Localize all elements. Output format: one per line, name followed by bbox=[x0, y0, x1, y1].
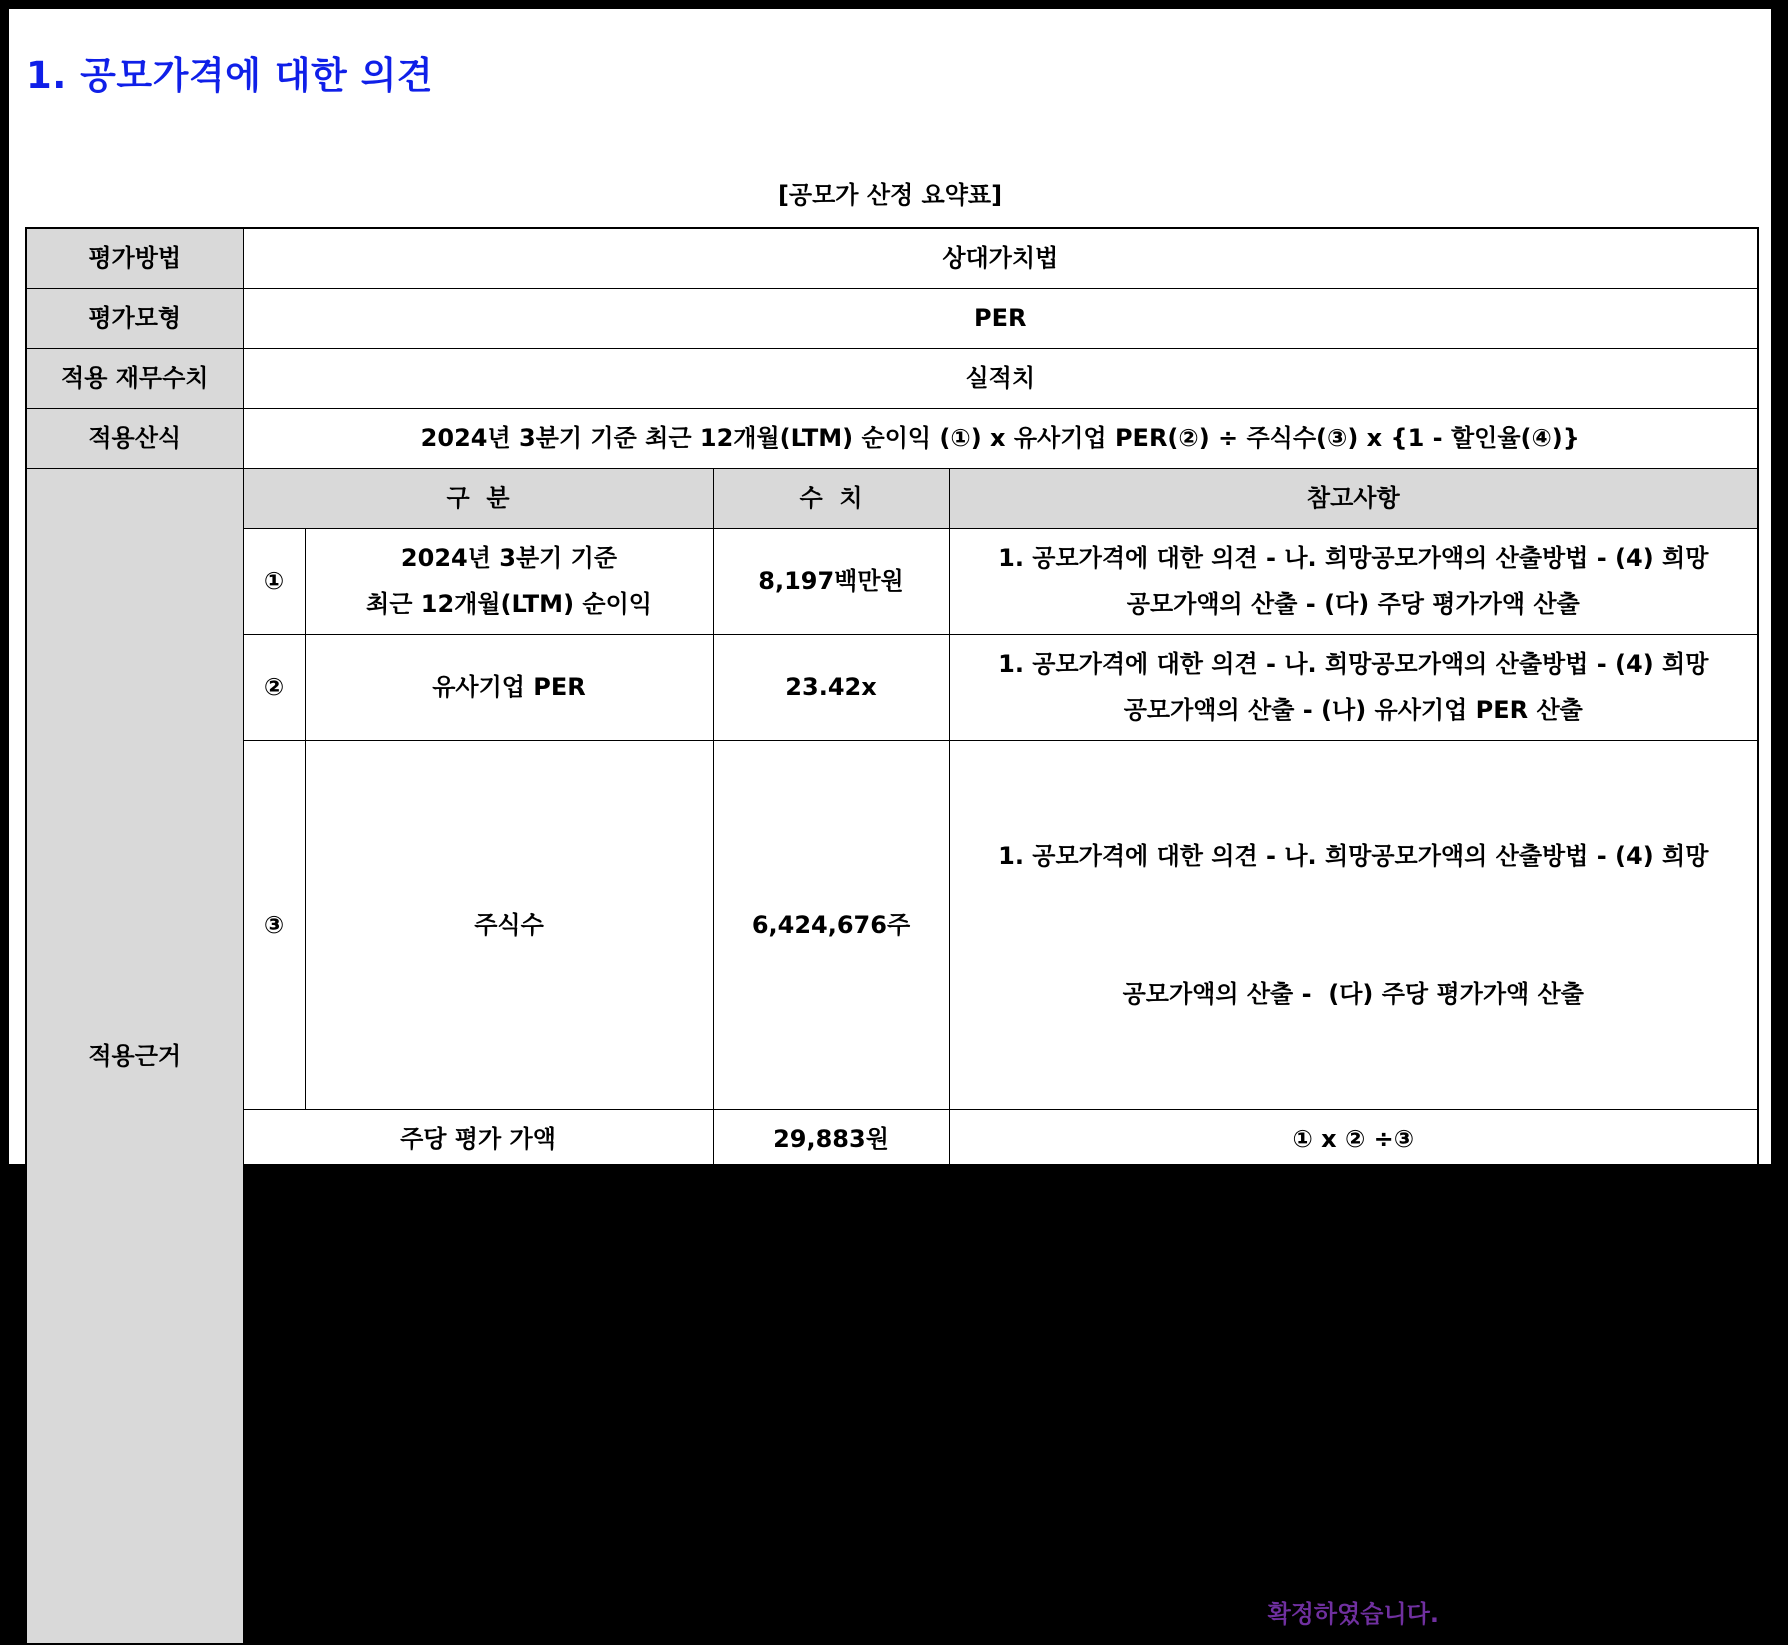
table-row bbox=[26, 348, 1758, 408]
discount-item: 주당 평가가액에 대한 할인율 bbox=[305, 1169, 713, 1538]
header-reference: 참고사항 bbox=[949, 468, 1758, 528]
document-page bbox=[9, 9, 1771, 1628]
result-reference-highlight: 확정하였습니다. bbox=[1267, 1599, 1439, 1628]
discount-value-line: 29.73% bbox=[781, 1362, 881, 1391]
per-share-reference: ① x ② ÷③ bbox=[949, 1109, 1758, 1169]
formula-value: 2024년 3분기 기준 최근 12개월(LTM) 순이익 (①) x 유사기업 PER(②) ÷ 주식수(③) x {1 - 할인율(④)} bbox=[243, 408, 1758, 468]
row-item-line: 최근 12개월(LTM) 순이익 bbox=[366, 590, 652, 618]
table-row bbox=[26, 288, 1758, 348]
row-reference-line: 공모가액의 산출 - (나) 유사기업 PER 산출 bbox=[1123, 696, 1583, 724]
table-row bbox=[26, 634, 1758, 740]
row-reference bbox=[949, 740, 1758, 1109]
table-row bbox=[26, 408, 1758, 468]
section-heading: 1. 공모가격에 대한 의견 bbox=[26, 54, 434, 97]
table-row bbox=[26, 740, 1758, 1109]
row-item: 유사기업 PER bbox=[305, 634, 713, 740]
table-row bbox=[26, 1169, 1758, 1538]
discount-reference-line: 1. 공모가격에 대한 의견 - 나. 희망공모가액의 산출방법 - (4) 희망 bbox=[998, 1270, 1709, 1299]
discount-reference bbox=[949, 1169, 1758, 1538]
model-label: 평가모형 bbox=[26, 288, 243, 348]
result-reference-line: 수요예측 이후 발행회사와 협의하여 최종 공모가액을 bbox=[1077, 1553, 1630, 1582]
header-value: 수 치 bbox=[713, 468, 949, 528]
result-label: 공모가 산정 결과 bbox=[243, 1538, 713, 1644]
table-row bbox=[26, 528, 1758, 634]
row-item-line: 2024년 3분기 기준 bbox=[400, 544, 618, 572]
row-mark: ④ bbox=[243, 1169, 305, 1538]
table-row bbox=[26, 468, 1758, 528]
row-reference-line: 공모가액의 산출 - (다) 주당 평가가액 산출 bbox=[1126, 590, 1580, 618]
result-value: 21,000원 bbox=[713, 1538, 949, 1644]
formula-label: 적용산식 bbox=[26, 408, 243, 468]
basis-label: 적용근거 bbox=[26, 468, 243, 1644]
row-mark: ② bbox=[243, 634, 305, 740]
discount-value bbox=[713, 1169, 949, 1538]
row-reference bbox=[949, 634, 1758, 740]
table-row bbox=[26, 228, 1758, 288]
result-reference bbox=[949, 1538, 1758, 1644]
per-share-value: 29,883원 bbox=[713, 1109, 949, 1169]
ipo-price-summary-table bbox=[25, 227, 1759, 1645]
row-item: 주식수 bbox=[305, 740, 713, 1109]
method-value: 상대가치법 bbox=[243, 228, 1758, 288]
table-row bbox=[26, 1538, 1758, 1644]
financial-label: 적용 재무수치 bbox=[26, 348, 243, 408]
row-reference bbox=[949, 528, 1758, 634]
table-caption: [공모가 산정 요약표] bbox=[777, 181, 1003, 209]
method-label: 평가방법 bbox=[26, 228, 243, 288]
discount-reference-line: 공모가액의 산출 - (라) 희망공모가액 결정 bbox=[1126, 1408, 1580, 1437]
financial-value: 실적치 bbox=[243, 348, 1758, 408]
row-value: 8,197백만원 bbox=[713, 528, 949, 634]
per-share-label: 주당 평가 가액 bbox=[243, 1109, 713, 1169]
table-row bbox=[26, 1109, 1758, 1169]
row-reference-line: 1. 공모가격에 대한 의견 - 나. 희망공모가액의 산출방법 - (4) 희망 bbox=[998, 650, 1709, 678]
row-mark: ① bbox=[243, 528, 305, 634]
row-item bbox=[305, 528, 713, 634]
row-reference-line: 1. 공모가격에 대한 의견 - 나. 희망공모가액의 산출방법 - (4) 희망 bbox=[998, 841, 1709, 870]
row-value: 6,424,676주 bbox=[713, 740, 949, 1109]
row-mark: ③ bbox=[243, 740, 305, 1109]
row-value: 23.42x bbox=[713, 634, 949, 740]
row-reference-line: 공모가액의 산출 - (다) 주당 평가가액 산출 bbox=[1122, 979, 1584, 1008]
discount-value-line: 39.76% ~ bbox=[766, 1316, 896, 1345]
header-category: 구 분 bbox=[243, 468, 713, 528]
model-value: PER bbox=[243, 288, 1758, 348]
row-reference-line: 1. 공모가격에 대한 의견 - 나. 희망공모가액의 산출방법 - (4) 희망 bbox=[998, 544, 1709, 572]
